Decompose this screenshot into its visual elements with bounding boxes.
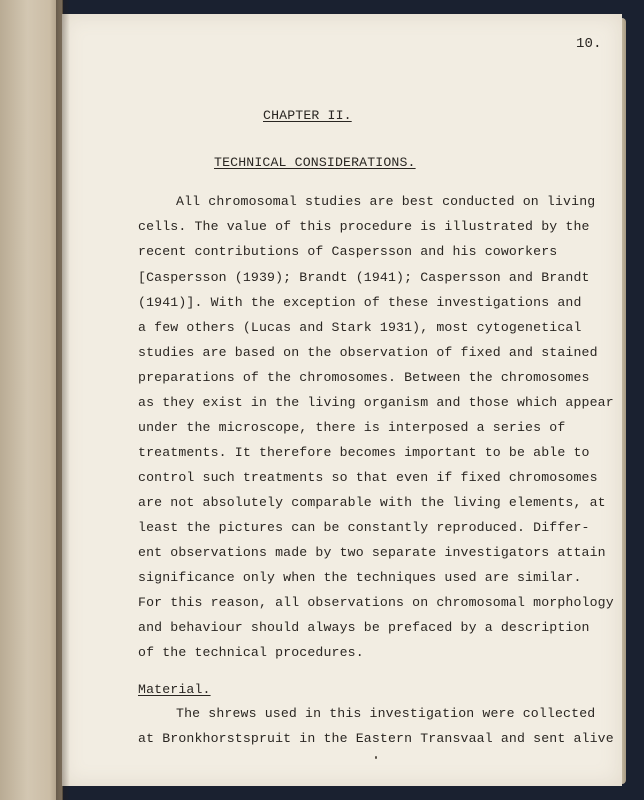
paragraph-line: under the microscope, there is interposed a series of: [138, 420, 566, 435]
binding-shadow: [56, 0, 70, 800]
document-page: [62, 14, 622, 786]
paragraph-line: control such treatments so that even if fixed chromosomes: [138, 470, 598, 485]
paragraph-line: (1941)]. With the exception of these investigations and: [138, 295, 582, 310]
section-heading: TECHNICAL CONSIDERATIONS.: [214, 155, 416, 170]
paragraph-line: studies are based on the observation of fixed and stained: [138, 345, 598, 360]
paragraph-line: All chromosomal studies are best conducted on living: [176, 194, 596, 209]
paragraph-line: [Caspersson (1939); Brandt (1941); Caspersson and Brandt: [138, 270, 590, 285]
paragraph-line: and behaviour should always be prefaced by a description: [138, 620, 590, 635]
paragraph-line: of the technical procedures.: [138, 645, 364, 660]
facing-page-edge: [0, 0, 63, 800]
page-number: 10.: [576, 36, 602, 52]
paragraph-line: preparations of the chromosomes. Between the chromosomes: [138, 370, 590, 385]
paragraph-line: recent contributions of Caspersson and his coworkers: [138, 244, 558, 259]
paragraph-line: as they exist in the living organism and those which appear: [138, 395, 614, 410]
paragraph-line: significance only when the techniques used are similar.: [138, 570, 582, 585]
paragraph-line: a few others (Lucas and Stark 1931), most cytogenetical: [138, 320, 582, 335]
paragraph-line: treatments. It therefore becomes important to be able to: [138, 445, 590, 460]
paragraph-line: least the pictures can be constantly reproduced. Differ-: [138, 520, 590, 535]
paragraph-line: cells. The value of this procedure is illustrated by the: [138, 219, 590, 234]
paragraph-line: ent observations made by two separate investigators attain: [138, 545, 606, 560]
ink-speck: [375, 756, 377, 759]
paragraph-line: are not absolutely comparable with the living elements, at: [138, 495, 606, 510]
subheading-material: Material.: [138, 682, 211, 697]
paragraph-line: at Bronkhorstspruit in the Eastern Transvaal and sent alive: [138, 731, 614, 746]
paragraph-line: The shrews used in this investigation were collected: [176, 706, 596, 721]
chapter-heading: CHAPTER II.: [263, 108, 352, 123]
paragraph-line: For this reason, all observations on chromosomal morphology: [138, 595, 614, 610]
